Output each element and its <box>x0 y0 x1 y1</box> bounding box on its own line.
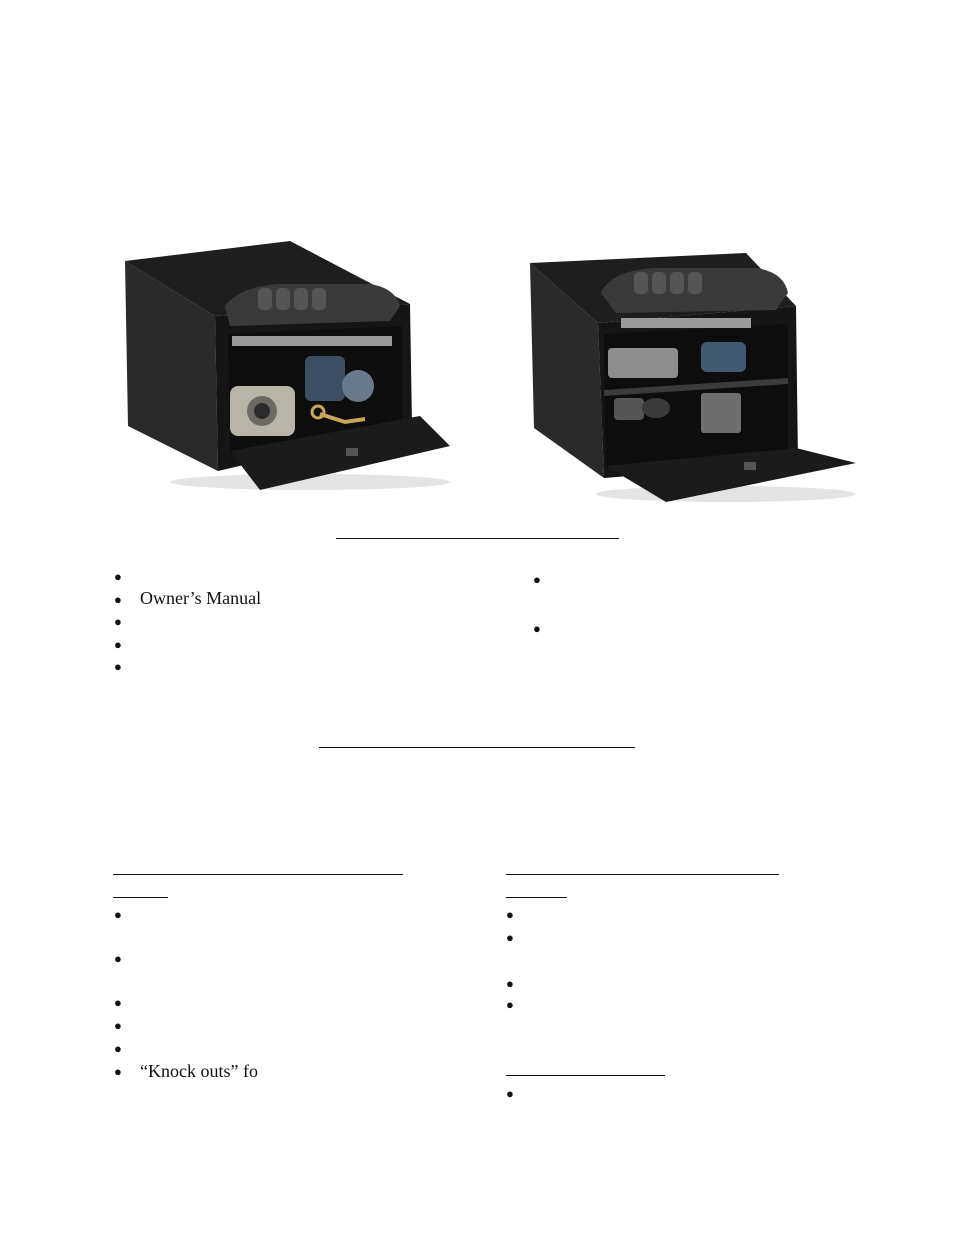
bullet-marker: ● <box>506 930 514 945</box>
bullet-marker: ● <box>114 569 122 584</box>
safe-photo-left <box>120 236 452 492</box>
safe-left-illustration <box>120 236 452 492</box>
bullet-marker: ● <box>506 907 514 922</box>
bullet-marker: ● <box>533 572 541 587</box>
right-column-heading-rule <box>506 874 779 875</box>
bullet-marker: ● <box>114 614 122 629</box>
left-column-heading-rule-2 <box>113 897 168 898</box>
safe-right-illustration <box>526 238 860 504</box>
contents-heading-rule <box>336 538 619 539</box>
list-item-owners-manual: Owner’s Manual <box>140 588 262 608</box>
right-column-heading-rule-2 <box>506 897 567 898</box>
bullet-marker: ● <box>114 592 122 607</box>
right-subsection-heading-rule <box>506 1075 665 1076</box>
bullet-marker: ● <box>506 997 514 1012</box>
bullet-marker: ● <box>114 1018 122 1033</box>
bullet-marker: ● <box>533 621 541 636</box>
bullet-marker: ● <box>506 1086 514 1101</box>
bullet-marker: ● <box>114 1064 122 1079</box>
bullet-marker: ● <box>506 976 514 991</box>
bullet-marker: ● <box>114 1041 122 1056</box>
features-heading-rule <box>319 747 635 748</box>
safe-photo-right <box>526 238 860 504</box>
bullet-marker: ● <box>114 951 122 966</box>
left-column-heading-rule <box>113 874 403 875</box>
bullet-marker: ● <box>114 637 122 652</box>
bullet-marker: ● <box>114 659 122 674</box>
bullet-marker: ● <box>114 907 122 922</box>
bullet-marker: ● <box>114 995 122 1010</box>
list-item-knock-outs: “Knock outs” fo <box>140 1061 258 1081</box>
